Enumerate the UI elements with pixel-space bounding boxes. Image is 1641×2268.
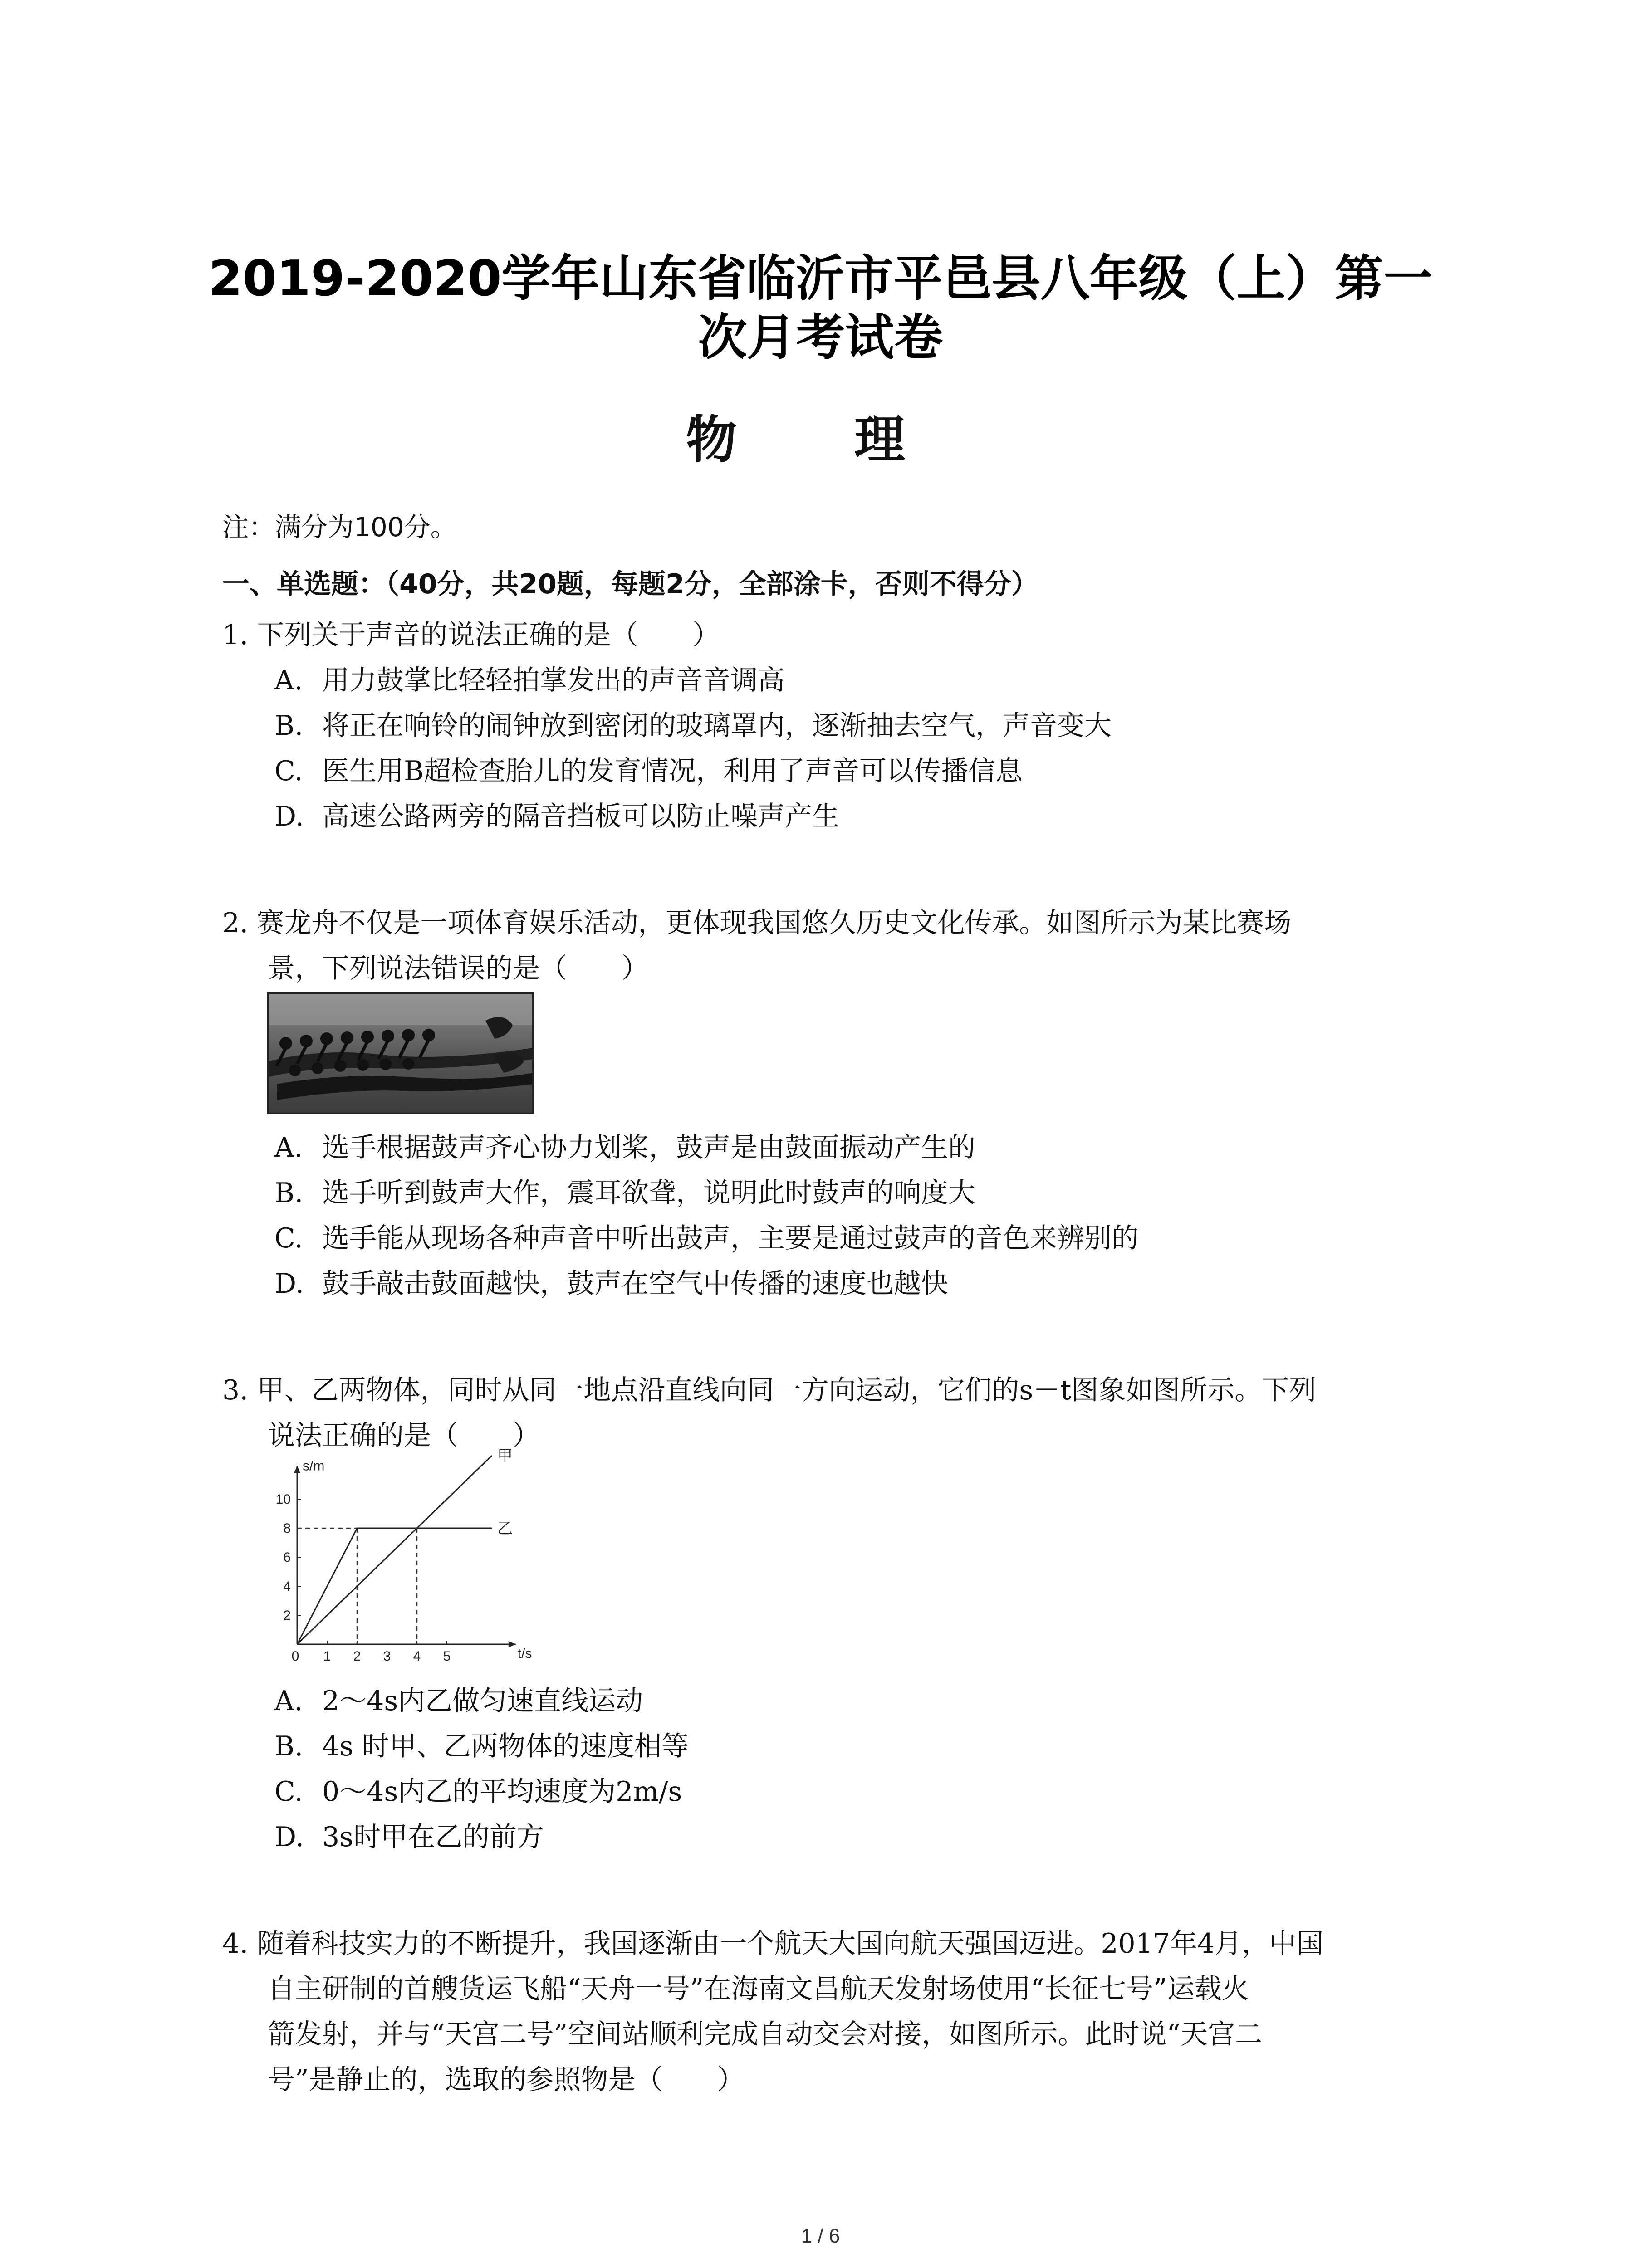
question-1-option-c: C. 医生用B超检查胎儿的发育情况，利用了声音可以传播信息 (274, 755, 1023, 787)
y-tick-label: 4 (283, 1579, 291, 1594)
question-4-stem-line-2: 自主研制的首艘货运飞船“天舟一号”在海南文昌航天发射场使用“长征七号”运载火 (268, 1973, 1249, 2005)
question-3-stem-line-2: 说法正确的是（ ） (268, 1420, 540, 1452)
question-3-option-a: A. 2～4s内乙做匀速直线运动 (274, 1685, 643, 1717)
y-axis-arrow (294, 1466, 300, 1473)
question-1-option-b: B. 将正在响铃的闹钟放到密闭的玻璃罩内，逐渐抽去空气，声音变大 (274, 710, 1112, 742)
x-tick-label: 2 (353, 1649, 361, 1664)
x-tick-label: 5 (443, 1649, 451, 1664)
question-2-stem-line-2: 景，下列说法错误的是（ ） (268, 953, 649, 984)
question-4-stem-line-4: 号”是静止的，选取的参照物是（ ） (268, 2064, 745, 2096)
x-tick-label: 0 (291, 1649, 299, 1664)
y-tick-label: 10 (275, 1492, 291, 1507)
series-line-yi (297, 1528, 492, 1644)
question-2-option-c: C. 选手能从现场各种声音中听出鼓声，主要是通过鼓声的音色来辨别的 (274, 1222, 1139, 1254)
question-3-stem-line-1: 3. 甲、乙两物体，同时从同一地点沿直线向同一方向运动，它们的s－t图象如图所示。下列 (222, 1374, 1317, 1406)
question-3-option-b: B. 4s 时甲、乙两物体的速度相等 (274, 1730, 689, 1762)
y-tick-label: 6 (283, 1550, 291, 1565)
page-number: 1 / 6 (801, 2225, 840, 2247)
question-2-stem-line-1: 2. 赛龙舟不仅是一项体育娱乐活动，更体现我国悠久历史文化传承。如图所示为某比赛场 (222, 907, 1292, 939)
x-tick-label: 3 (383, 1649, 391, 1664)
x-tick-label: 1 (323, 1649, 331, 1664)
question-2-option-b: B. 选手听到鼓声大作，震耳欲聋，说明此时鼓声的响度大 (274, 1177, 975, 1209)
title-line-2: 次月考试卷 (698, 309, 943, 366)
series-line-jia (297, 1456, 492, 1644)
title-line-1: 2019-2020学年山东省临沂市平邑县八年级（上）第一 (208, 250, 1433, 307)
question-1-stem: 1. 下列关于声音的说法正确的是（ ） (222, 619, 720, 651)
question-1-option-d: D. 高速公路两旁的隔音挡板可以防止噪声产生 (274, 801, 839, 832)
score-note: 注：满分为100分。 (222, 512, 457, 543)
x-axis-arrow (509, 1641, 516, 1647)
series-label-yi: 乙 (497, 1520, 513, 1537)
dragon-boat-photo (268, 993, 533, 1114)
y-tick-label: 2 (283, 1608, 291, 1623)
y-axis-label: s/m (303, 1458, 325, 1474)
x-axis-label: t/s (517, 1646, 532, 1661)
x-tick-label: 4 (413, 1649, 421, 1664)
question-1-option-a: A. 用力鼓掌比轻轻拍掌发出的声音音调高 (274, 665, 785, 696)
question-4-stem-line-3: 箭发射，并与“天宫二号”空间站顺利完成自动交会对接，如图所示。此时说“天宫二 (268, 2019, 1263, 2050)
subject-heading: 物 理 (686, 411, 955, 469)
s-t-graph (254, 1447, 581, 1672)
y-tick-label: 8 (283, 1521, 291, 1536)
question-3-option-d: D. 3s时甲在乙的前方 (274, 1821, 544, 1853)
question-2-option-a: A. 选手根据鼓声齐心协力划桨，鼓声是由鼓面振动产生的 (274, 1132, 975, 1163)
question-4-stem-line-1: 4. 随着科技实力的不断提升，我国逐渐由一个航天大国向航天强国迈进。2017年4月，中国 (222, 1928, 1324, 1960)
question-3-option-c: C. 0～4s内乙的平均速度为2m/s (274, 1776, 682, 1808)
question-2-option-d: D. 鼓手敲击鼓面越快，鼓声在空气中传播的速度也越快 (274, 1268, 948, 1300)
series-label-jia: 甲 (497, 1447, 513, 1465)
section-heading: 一、单选题：（40分，共20题，每题2分，全部涂卡，否则不得分） (222, 568, 1038, 600)
